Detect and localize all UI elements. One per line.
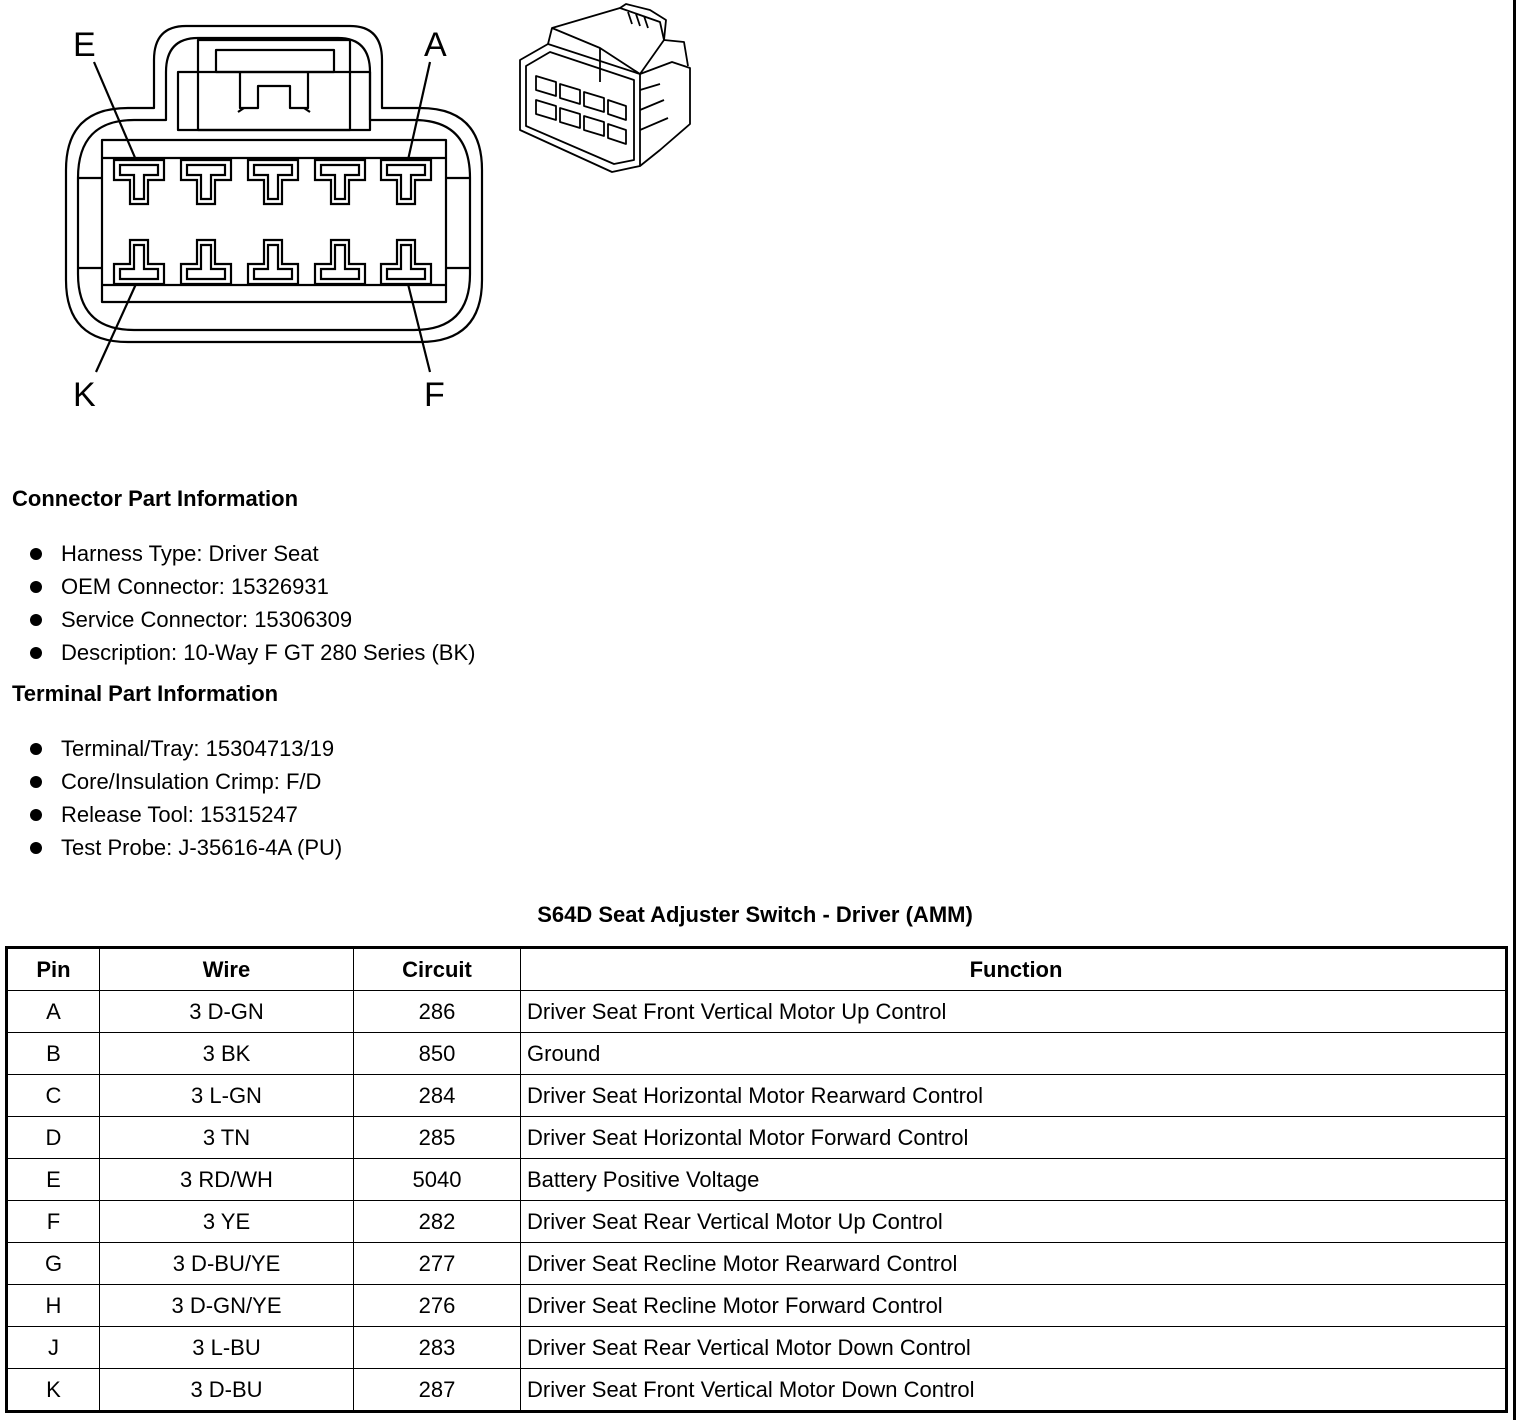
cell-circuit: 5040 <box>354 1159 521 1201</box>
table-row <box>7 1033 1507 1075</box>
cell-function: Driver Seat Front Vertical Motor Down Control <box>521 1369 1507 1412</box>
terminal-row-top <box>114 160 431 204</box>
terminal-j <box>181 240 231 284</box>
bullet-icon <box>30 776 42 788</box>
list-item: OEM Connector: 15326931 <box>30 574 475 607</box>
connector-outer-housing <box>66 26 482 342</box>
terminal-info-list <box>30 736 342 868</box>
bullet-icon <box>30 842 42 854</box>
pinout-table-title: S64D Seat Adjuster Switch - Driver (AMM) <box>537 902 973 927</box>
pin-label-a: A <box>424 26 447 64</box>
cell-circuit: 284 <box>354 1075 521 1117</box>
bullet-icon <box>30 581 42 593</box>
header-function: Function <box>521 948 1507 991</box>
cell-circuit: 850 <box>354 1033 521 1075</box>
cell-function: Driver Seat Rear Vertical Motor Down Control <box>521 1327 1507 1369</box>
cell-pin: E <box>7 1159 100 1201</box>
header-wire: Wire <box>100 948 354 991</box>
list-item: Test Probe: J-35616-4A (PU) <box>30 835 342 868</box>
cell-pin: A <box>7 991 100 1033</box>
cell-circuit: 285 <box>354 1117 521 1159</box>
bullet-icon <box>30 614 42 626</box>
connector-isometric-view <box>520 4 690 172</box>
table-row <box>7 1243 1507 1285</box>
cell-wire: 3 L-GN <box>100 1075 354 1117</box>
cell-circuit: 283 <box>354 1327 521 1369</box>
cell-pin: B <box>7 1033 100 1075</box>
cell-function: Driver Seat Rear Vertical Motor Up Control <box>521 1201 1507 1243</box>
terminal-row-bottom <box>114 240 431 284</box>
table-row <box>7 1159 1507 1201</box>
terminal-a <box>381 160 431 204</box>
terminal-f <box>381 240 431 284</box>
cell-function: Driver Seat Horizontal Motor Rearward Control <box>521 1075 1507 1117</box>
table-header-row <box>7 948 1507 991</box>
cell-wire: 3 D-BU/YE <box>100 1243 354 1285</box>
terminal-d <box>181 160 231 204</box>
list-item: Terminal/Tray: 15304713/19 <box>30 736 342 769</box>
list-item: Service Connector: 15306309 <box>30 607 475 640</box>
list-item: Description: 10-Way F GT 280 Series (BK) <box>30 640 475 673</box>
table-row <box>7 1327 1507 1369</box>
bullet-icon <box>30 647 42 659</box>
pin-label-k: K <box>73 376 96 414</box>
cell-circuit: 286 <box>354 991 521 1033</box>
table-row <box>7 1285 1507 1327</box>
cell-wire: 3 RD/WH <box>100 1159 354 1201</box>
cell-circuit: 287 <box>354 1369 521 1412</box>
cell-circuit: 277 <box>354 1243 521 1285</box>
cell-function: Driver Seat Recline Motor Rearward Control <box>521 1243 1507 1285</box>
header-circuit: Circuit <box>354 948 521 991</box>
cell-function: Ground <box>521 1033 1507 1075</box>
page-right-border <box>1513 0 1516 1420</box>
cell-pin: F <box>7 1201 100 1243</box>
cell-pin: D <box>7 1117 100 1159</box>
cell-circuit: 276 <box>354 1285 521 1327</box>
terminal-e <box>114 160 164 204</box>
cell-wire: 3 YE <box>100 1201 354 1243</box>
table-row <box>7 1075 1507 1117</box>
cell-wire: 3 BK <box>100 1033 354 1075</box>
table-row <box>7 1201 1507 1243</box>
cell-pin: J <box>7 1327 100 1369</box>
cell-wire: 3 L-BU <box>100 1327 354 1369</box>
cell-function: Battery Positive Voltage <box>521 1159 1507 1201</box>
cell-pin: K <box>7 1369 100 1412</box>
cell-function: Driver Seat Horizontal Motor Forward Control <box>521 1117 1507 1159</box>
terminal-k <box>114 240 164 284</box>
terminal-c <box>248 160 298 204</box>
terminal-g <box>315 240 365 284</box>
pin-label-e: E <box>73 26 96 64</box>
connector-face-diagram <box>0 0 720 430</box>
connector-info-list <box>30 541 475 673</box>
pin-label-f: F <box>424 376 445 414</box>
cell-wire: 3 TN <box>100 1117 354 1159</box>
cell-wire: 3 D-GN <box>100 991 354 1033</box>
bullet-icon <box>30 548 42 560</box>
bullet-icon <box>30 809 42 821</box>
terminal-info-title: Terminal Part Information <box>12 681 279 706</box>
table-row <box>7 1369 1507 1412</box>
pinout-table <box>5 946 1508 1413</box>
cell-pin: C <box>7 1075 100 1117</box>
terminal-h <box>248 240 298 284</box>
cell-function: Driver Seat Recline Motor Forward Control <box>521 1285 1507 1327</box>
cell-wire: 3 D-BU <box>100 1369 354 1412</box>
list-item: Harness Type: Driver Seat <box>30 541 475 574</box>
table-row <box>7 991 1507 1033</box>
list-item: Release Tool: 15315247 <box>30 802 342 835</box>
terminal-b <box>315 160 365 204</box>
cell-circuit: 282 <box>354 1201 521 1243</box>
cell-wire: 3 D-GN/YE <box>100 1285 354 1327</box>
bullet-icon <box>30 743 42 755</box>
table-row <box>7 1117 1507 1159</box>
cell-pin: H <box>7 1285 100 1327</box>
list-item: Core/Insulation Crimp: F/D <box>30 769 342 802</box>
header-pin: Pin <box>7 948 100 991</box>
cell-function: Driver Seat Front Vertical Motor Up Control <box>521 991 1507 1033</box>
cell-pin: G <box>7 1243 100 1285</box>
connector-info-title: Connector Part Information <box>12 486 299 511</box>
